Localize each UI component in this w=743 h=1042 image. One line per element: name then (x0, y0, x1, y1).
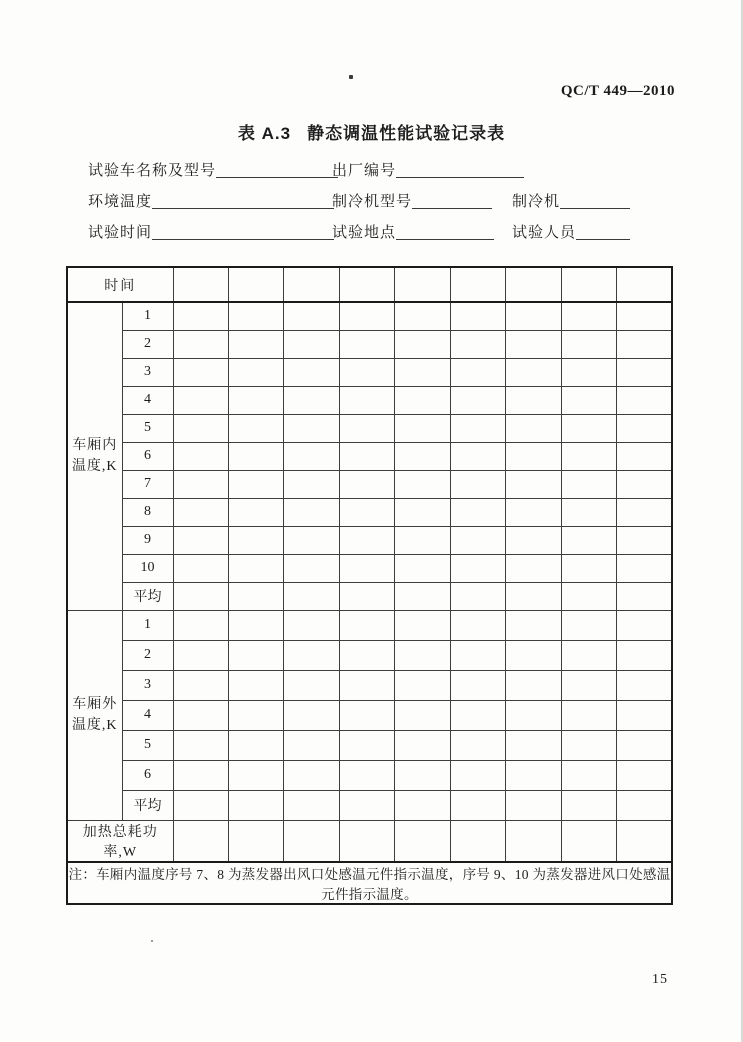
empty-data-cell (617, 414, 673, 442)
empty-data-cell (617, 790, 673, 820)
empty-data-cell (506, 442, 561, 470)
sensor-number-cell: 4 (122, 386, 173, 414)
sensor-number-cell: 1 (122, 302, 173, 330)
empty-data-cell (395, 386, 450, 414)
empty-data-cell (395, 267, 450, 302)
empty-data-cell (173, 554, 228, 582)
empty-data-cell (228, 358, 283, 386)
empty-data-cell (339, 414, 394, 442)
empty-data-cell (284, 700, 339, 730)
empty-data-cell (506, 470, 561, 498)
empty-data-cell (450, 442, 505, 470)
empty-data-cell (617, 700, 673, 730)
empty-data-cell (450, 610, 505, 640)
table-row (67, 386, 672, 414)
empty-data-cell (506, 670, 561, 700)
table-row (67, 760, 672, 790)
empty-data-cell (617, 358, 673, 386)
test-place-blank-line (396, 223, 494, 240)
empty-data-cell (450, 554, 505, 582)
empty-data-cell (450, 302, 505, 330)
empty-data-cell (339, 526, 394, 554)
inner-temperature-section-label (67, 302, 122, 610)
empty-data-cell (561, 358, 616, 386)
empty-data-cell (506, 414, 561, 442)
empty-data-cell (561, 582, 616, 610)
sensor-number-cell: 10 (122, 554, 173, 582)
empty-data-cell (173, 302, 228, 330)
table-row (67, 730, 672, 760)
outer-label-line2: 温度,K (71, 718, 118, 733)
empty-data-cell (395, 610, 450, 640)
empty-data-cell (173, 498, 228, 526)
refrigerator-blank-line (560, 192, 630, 209)
table-row (67, 670, 672, 700)
empty-data-cell (228, 582, 283, 610)
empty-data-cell (561, 386, 616, 414)
empty-data-cell (617, 267, 673, 302)
empty-data-cell (617, 610, 673, 640)
empty-data-cell (284, 358, 339, 386)
scan-artifact-dot (349, 75, 353, 79)
empty-data-cell (339, 267, 394, 302)
empty-data-cell (173, 640, 228, 670)
empty-data-cell (561, 820, 616, 862)
empty-data-cell (395, 442, 450, 470)
empty-data-cell (228, 330, 283, 358)
empty-data-cell (228, 700, 283, 730)
empty-data-cell (617, 470, 673, 498)
empty-data-cell (561, 760, 616, 790)
empty-data-cell (395, 700, 450, 730)
standard-code: QC/T 449—2010 (560, 83, 675, 99)
table-row (67, 358, 672, 386)
empty-data-cell (506, 302, 561, 330)
factory-number-blank-line (396, 161, 524, 178)
empty-data-cell (450, 386, 505, 414)
empty-data-cell (173, 730, 228, 760)
sensor-number-cell: 3 (122, 670, 173, 700)
empty-data-cell (173, 610, 228, 640)
empty-data-cell (506, 554, 561, 582)
empty-data-cell (339, 470, 394, 498)
empty-data-cell (339, 554, 394, 582)
empty-data-cell (450, 358, 505, 386)
empty-data-cell (339, 670, 394, 700)
empty-data-cell (506, 330, 561, 358)
empty-data-cell (561, 267, 616, 302)
empty-data-cell (173, 526, 228, 554)
empty-data-cell (284, 790, 339, 820)
empty-data-cell (339, 820, 394, 862)
table-row (67, 330, 672, 358)
sensor-number-cell: 3 (122, 358, 173, 386)
empty-data-cell (173, 414, 228, 442)
empty-data-cell (506, 358, 561, 386)
test-personnel-label: 试验人员 (512, 225, 577, 241)
empty-data-cell (617, 554, 673, 582)
empty-data-cell (617, 670, 673, 700)
empty-data-cell (284, 498, 339, 526)
empty-data-cell (561, 498, 616, 526)
empty-data-cell (617, 730, 673, 760)
empty-data-cell (617, 640, 673, 670)
empty-data-cell (228, 640, 283, 670)
empty-data-cell (617, 820, 673, 862)
empty-data-cell (228, 267, 283, 302)
empty-data-cell (450, 760, 505, 790)
empty-data-cell (450, 700, 505, 730)
test-time-blank-line (152, 223, 334, 240)
table-row (67, 610, 672, 640)
test-time-label: 试验时间 (88, 225, 153, 241)
empty-data-cell (173, 358, 228, 386)
empty-data-cell (450, 414, 505, 442)
outer-label-line1: 车厢外 (72, 697, 118, 712)
empty-data-cell (395, 820, 450, 862)
inner-label-line2: 温度,K (71, 459, 118, 475)
empty-data-cell (450, 582, 505, 610)
empty-data-cell (561, 414, 616, 442)
empty-data-cell (450, 498, 505, 526)
empty-data-cell (395, 554, 450, 582)
table-title-text: 静态调温性能试验记录表 (307, 124, 506, 143)
empty-data-cell (284, 760, 339, 790)
empty-data-cell (228, 302, 283, 330)
empty-data-cell (173, 760, 228, 790)
empty-data-cell (506, 526, 561, 554)
empty-data-cell (284, 820, 339, 862)
vehicle-name-model-label: 试验车名称及型号 (88, 163, 217, 179)
page-number: 15 (652, 972, 668, 987)
empty-data-cell (450, 820, 505, 862)
empty-data-cell (284, 470, 339, 498)
empty-data-cell (395, 498, 450, 526)
page-title (0, 119, 743, 144)
empty-data-cell (617, 386, 673, 414)
empty-data-cell (395, 670, 450, 700)
empty-data-cell (228, 670, 283, 700)
empty-data-cell (284, 554, 339, 582)
sensor-number-cell: 8 (122, 498, 173, 526)
empty-data-cell (284, 442, 339, 470)
empty-data-cell (228, 498, 283, 526)
empty-data-cell (284, 670, 339, 700)
empty-data-cell (561, 610, 616, 640)
empty-data-cell (506, 386, 561, 414)
empty-data-cell (395, 302, 450, 330)
table-row-note (67, 862, 672, 904)
empty-data-cell (395, 760, 450, 790)
empty-data-cell (284, 610, 339, 640)
empty-data-cell (284, 414, 339, 442)
empty-data-cell (395, 582, 450, 610)
table-row-heating-power (67, 820, 672, 862)
empty-data-cell (284, 640, 339, 670)
ambient-temperature-blank-line (152, 192, 334, 209)
time-header-cell: 时间 (67, 267, 173, 302)
record-table (66, 266, 673, 905)
empty-data-cell (173, 470, 228, 498)
empty-data-cell (561, 670, 616, 700)
empty-data-cell (284, 302, 339, 330)
refrigerator-model-label: 制冷机型号 (332, 194, 413, 210)
table-row (67, 470, 672, 498)
empty-data-cell (617, 582, 673, 610)
empty-data-cell (173, 442, 228, 470)
empty-data-cell (173, 267, 228, 302)
empty-data-cell (506, 700, 561, 730)
empty-data-cell (450, 267, 505, 302)
empty-data-cell (617, 330, 673, 358)
empty-data-cell (506, 610, 561, 640)
empty-data-cell (339, 302, 394, 330)
empty-data-cell (395, 730, 450, 760)
outer-temperature-section-label (67, 610, 122, 820)
empty-data-cell (506, 790, 561, 820)
empty-data-cell (339, 610, 394, 640)
empty-data-cell (506, 640, 561, 670)
table-row (67, 414, 672, 442)
empty-data-cell (506, 760, 561, 790)
table-row (67, 790, 672, 820)
empty-data-cell (228, 760, 283, 790)
refrigerator-label: 制冷机 (512, 194, 561, 210)
factory-number-label: 出厂编号 (332, 163, 397, 179)
empty-data-cell (450, 730, 505, 760)
table-row (67, 302, 672, 330)
empty-data-cell (173, 670, 228, 700)
table-number: 表 A.3 (237, 124, 292, 143)
empty-data-cell (173, 386, 228, 414)
empty-data-cell (228, 414, 283, 442)
sensor-number-cell: 6 (122, 760, 173, 790)
sensor-number-cell: 6 (122, 442, 173, 470)
empty-data-cell (284, 582, 339, 610)
empty-data-cell (173, 700, 228, 730)
empty-data-cell (228, 526, 283, 554)
empty-data-cell (284, 526, 339, 554)
sensor-number-cell: 5 (122, 730, 173, 760)
ambient-temperature-label: 环境温度 (88, 194, 153, 210)
empty-data-cell (339, 386, 394, 414)
heating-power-label: 加热总耗功率,W (67, 820, 173, 862)
vehicle-name-model-blank-line (216, 161, 338, 178)
empty-data-cell (450, 670, 505, 700)
empty-data-cell (228, 442, 283, 470)
empty-data-cell (339, 442, 394, 470)
empty-data-cell (228, 820, 283, 862)
empty-data-cell (339, 330, 394, 358)
empty-data-cell (173, 330, 228, 358)
empty-data-cell (617, 760, 673, 790)
average-row-label: 平均 (122, 790, 173, 820)
empty-data-cell (395, 790, 450, 820)
empty-data-cell (339, 582, 394, 610)
empty-data-cell (339, 498, 394, 526)
empty-data-cell (450, 470, 505, 498)
empty-data-cell (284, 730, 339, 760)
sensor-number-cell: 4 (122, 700, 173, 730)
sensor-number-cell: 2 (122, 330, 173, 358)
empty-data-cell (339, 760, 394, 790)
table-row (67, 554, 672, 582)
empty-data-cell (395, 330, 450, 358)
scan-artifact-dot (151, 940, 153, 942)
average-row-label: 平均 (122, 582, 173, 610)
empty-data-cell (450, 790, 505, 820)
empty-data-cell (506, 582, 561, 610)
empty-data-cell (561, 640, 616, 670)
table-row (67, 526, 672, 554)
empty-data-cell (339, 358, 394, 386)
table-row (67, 442, 672, 470)
empty-data-cell (561, 442, 616, 470)
empty-data-cell (228, 470, 283, 498)
empty-data-cell (173, 790, 228, 820)
empty-data-cell (561, 554, 616, 582)
empty-data-cell (228, 610, 283, 640)
empty-data-cell (395, 526, 450, 554)
empty-data-cell (561, 790, 616, 820)
empty-data-cell (506, 498, 561, 526)
empty-data-cell (395, 640, 450, 670)
empty-data-cell (450, 640, 505, 670)
empty-data-cell (395, 414, 450, 442)
empty-data-cell (228, 790, 283, 820)
refrigerator-model-blank-line (412, 192, 492, 209)
empty-data-cell (395, 470, 450, 498)
empty-data-cell (284, 330, 339, 358)
empty-data-cell (617, 302, 673, 330)
table-row (67, 700, 672, 730)
empty-data-cell (395, 358, 450, 386)
sensor-number-cell: 5 (122, 414, 173, 442)
inner-label-line1: 车厢内 (72, 438, 118, 454)
empty-data-cell (561, 470, 616, 498)
empty-data-cell (339, 730, 394, 760)
form-row-1 (0, 159, 743, 183)
empty-data-cell (617, 498, 673, 526)
empty-data-cell (284, 267, 339, 302)
test-place-label: 试验地点 (332, 225, 397, 241)
sensor-number-cell: 7 (122, 470, 173, 498)
sensor-number-cell: 9 (122, 526, 173, 554)
sensor-number-cell: 2 (122, 640, 173, 670)
empty-data-cell (506, 820, 561, 862)
test-personnel-blank-line (576, 223, 630, 240)
empty-data-cell (228, 554, 283, 582)
table-row (67, 640, 672, 670)
table-note: 注：车厢内温度序号 7、8 为蒸发器出风口处感温元件指示温度，序号 9、10 为蒸发器进风口处感温元件指示温度。 (67, 862, 672, 904)
table-row (67, 498, 672, 526)
empty-data-cell (339, 640, 394, 670)
empty-data-cell (228, 730, 283, 760)
empty-data-cell (617, 526, 673, 554)
empty-data-cell (284, 386, 339, 414)
empty-data-cell (561, 700, 616, 730)
empty-data-cell (173, 820, 228, 862)
form-row-2 (0, 190, 743, 214)
empty-data-cell (561, 730, 616, 760)
empty-data-cell (506, 730, 561, 760)
table-row-time (67, 267, 672, 302)
form-row-3 (0, 221, 743, 245)
empty-data-cell (450, 526, 505, 554)
empty-data-cell (561, 330, 616, 358)
empty-data-cell (561, 302, 616, 330)
sensor-number-cell: 1 (122, 610, 173, 640)
empty-data-cell (228, 386, 283, 414)
empty-data-cell (339, 700, 394, 730)
empty-data-cell (173, 582, 228, 610)
empty-data-cell (617, 442, 673, 470)
empty-data-cell (506, 267, 561, 302)
empty-data-cell (339, 790, 394, 820)
empty-data-cell (450, 330, 505, 358)
empty-data-cell (561, 526, 616, 554)
table-row (67, 582, 672, 610)
